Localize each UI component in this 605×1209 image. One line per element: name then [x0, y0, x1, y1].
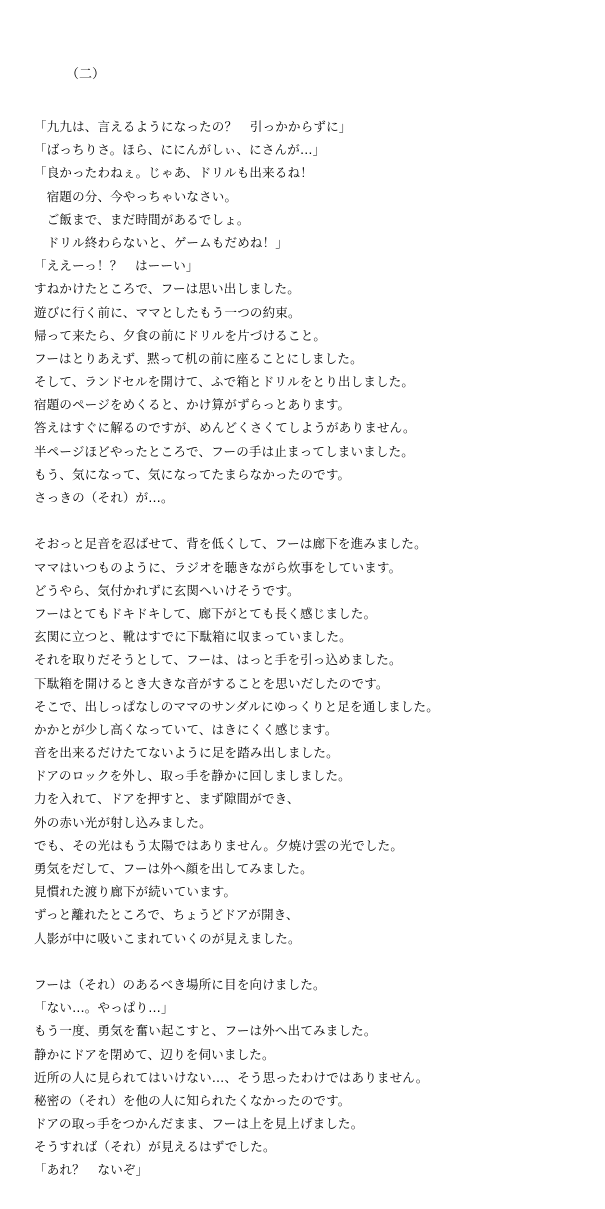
- text-line: 玄関に立つと、靴はすでに下駄箱に収まっていました。: [34, 629, 352, 645]
- text-line: もう一度、勇気を奮い起こすと、フーは外へ出てみました。: [34, 1023, 377, 1039]
- text-line: 「ええーっ！？ はーーい」: [34, 258, 199, 274]
- text-line: かかとが少し高くなっていて、はきにくく感じます。: [34, 721, 338, 737]
- blank-line: [34, 509, 594, 532]
- text-line: 「九九は、言えるようになったの？ 引っかからずに」: [34, 119, 352, 134]
- text-line: フーはとりあえず、黙って机の前に座ることにしました。: [34, 350, 363, 366]
- section-heading: （二）: [66, 67, 106, 82]
- text-line: 音を出来るだけたてないように足を踏み出しました。: [34, 745, 339, 761]
- text-line: 半ページほどやったところで、フーの手は止まってしまいました。: [34, 443, 415, 459]
- text-line: さっきの（それ）が…。: [34, 490, 174, 505]
- text-line: 秘密の（それ）を他の人に知られたくなかったのです。: [34, 1092, 351, 1108]
- blank-line: [34, 950, 594, 973]
- story-text: [34, 115, 594, 1182]
- text-line: そおっと足音を忍ばせて、背を低くして、フーは廊下を進みました。: [34, 536, 427, 552]
- text-line: でも、その光はもう太陽ではありません。夕焼け雲の光でした。: [34, 837, 404, 853]
- text-line: 答えはすぐに解るのですが、めんどくさくてしようがありません。: [34, 420, 416, 436]
- text-line: 下駄箱を開けるとき大きな音がすることを思いだしたのです。: [34, 675, 389, 691]
- text-line: そして、ランドセルを開けて、ふで箱とドリルをとり出しました。: [34, 374, 415, 390]
- text-line: 帰って来たら、夕食の前にドリルを片づけること。: [34, 327, 327, 343]
- text-line: 勇気をだして、フーは外へ顔を出してみました。: [34, 861, 313, 876]
- text-line: フーはとてもドキドキして、廊下がとても長く感じました。: [34, 605, 377, 621]
- text-line: フーは（それ）のあるべき場所に目を向けました。: [34, 976, 326, 992]
- text-line: ママはいつものように、ラジオを聴きながら炊事をしています。: [34, 559, 402, 575]
- text-line: そうすれば（それ）が見えるはずでした。: [34, 1139, 276, 1155]
- text-line: どうやら、気付かれずに玄関へいけそうです。: [34, 582, 300, 598]
- text-line: 「ばっちりさ。ほら、ににんがしぃ、にさんが…」: [34, 142, 326, 158]
- text-line: 人影が中に吸いこまれていくのが見えました。: [34, 930, 301, 946]
- text-line: 「ない…。やっぱり…」: [34, 1000, 174, 1016]
- text-line: もう、気になって、気になってたまらなかったのです。: [34, 466, 351, 482]
- text-line: ご飯まで、まだ時間があるでしょ。: [34, 211, 250, 227]
- text-line: 外の赤い光が射し込みました。: [34, 814, 212, 830]
- text-line: そこで、出しっぱなしのママのサンダルにゆっくりと足を通しました。: [34, 698, 439, 714]
- text-line: ドアのロックを外し、取っ手を静かに回しましました。: [34, 768, 351, 784]
- text-line: 遊びに行く前に、ママとしたもう一つの約束。: [34, 304, 301, 320]
- text-line: 静かにドアを閉めて、辺りを伺いました。: [34, 1046, 275, 1062]
- text-line: 「良かったわねぇ。じゃあ、ドリルも出来るね！: [34, 165, 313, 181]
- text-line: 「あれ？ ないぞ」: [34, 1162, 149, 1178]
- text-line: 宿題のページをめくると、かけ算がずらっとあります。: [34, 397, 351, 413]
- text-line: 宿題の分、今やっちゃいなさい。: [34, 188, 238, 204]
- text-line: 力を入れて、ドアを押すと、まず隙間ができ、: [34, 791, 300, 807]
- text-line: ドアの取っ手をつかんだまま、フーは上を見上げました。: [34, 1116, 364, 1132]
- text-line: 近所の人に見られてはいけない…、そう思ったわけではありません。: [34, 1069, 429, 1085]
- text-line: ドリル終わらないと、ゲームもだめね！」: [34, 234, 289, 250]
- text-line: すねかけたところで、フーは思い出しました。: [34, 281, 300, 297]
- text-line: それを取りだそうとして、フーは、はっと手を引っ込めました。: [34, 652, 402, 668]
- text-line: ずっと離れたところで、ちょうどドアが開き、: [34, 907, 299, 923]
- text-line: 見慣れた渡り廊下が続いています。: [34, 884, 237, 900]
